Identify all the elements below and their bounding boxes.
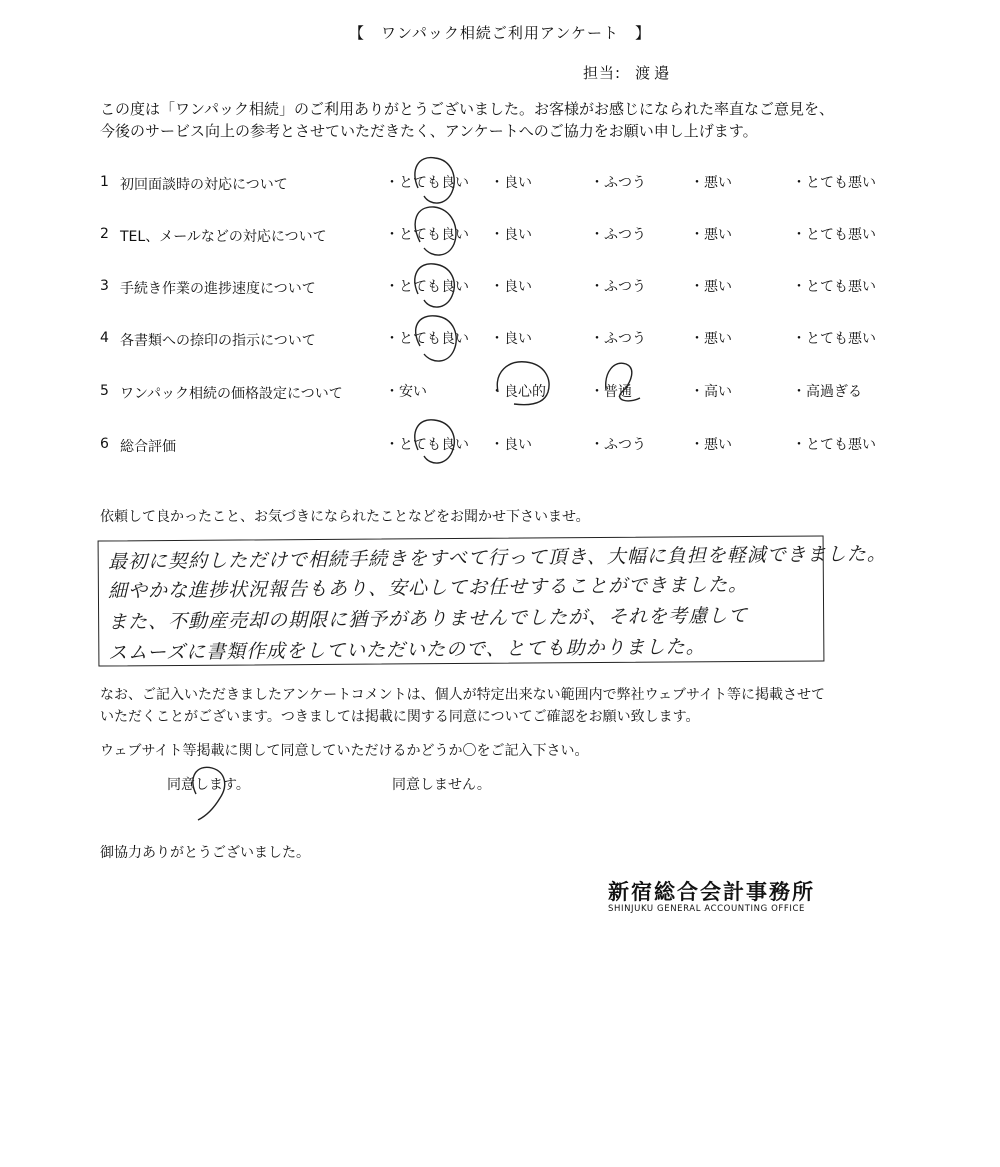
question-number: 4	[100, 330, 109, 346]
handwritten-comment-line-1: 最初に契約しただけで相続手続きをすべて行って頂き、大幅に負担を軽減できました。	[107, 542, 887, 574]
option-very-good[interactable]: ・とても良い	[385, 331, 469, 347]
option-reasonable[interactable]: ・良心的	[490, 384, 546, 400]
question-text: 初回面談時の対応について	[120, 177, 288, 193]
question-text: ワンパック相続の価格設定について	[120, 386, 343, 402]
option-good[interactable]: ・良い	[490, 331, 532, 347]
option-very-bad[interactable]: ・とても悪い	[792, 279, 876, 295]
option-good[interactable]: ・良い	[490, 279, 532, 295]
option-average[interactable]: ・ふつう	[590, 437, 646, 453]
option-very-good[interactable]: ・とても良い	[385, 279, 469, 295]
option-expensive[interactable]: ・高い	[690, 384, 732, 400]
option-good[interactable]: ・良い	[490, 175, 532, 191]
intro-line-1: この度は「ワンパック相続」のご利用ありがとうございました。お客様がお感じになられた率直なご意見を、	[100, 100, 834, 118]
question-number: 5	[100, 383, 109, 399]
handwritten-comment-line-4: スムーズに書類作成をしていただいたので、とても助かりました。	[107, 635, 706, 665]
handwritten-comment-line-3: また、不動産売却の期限に猶予がありませんでしたが、それを考慮して	[107, 604, 749, 634]
person-label: 担当:	[583, 64, 622, 82]
option-very-good[interactable]: ・とても良い	[385, 437, 469, 453]
option-average[interactable]: ・ふつう	[590, 331, 646, 347]
option-very-bad[interactable]: ・とても悪い	[792, 331, 876, 347]
option-bad[interactable]: ・悪い	[690, 331, 732, 347]
option-normal[interactable]: ・普通	[590, 384, 632, 400]
person-in-charge	[583, 62, 673, 83]
consent-agree-option[interactable]: 同意します。	[167, 777, 250, 793]
question-text: TEL、メールなどの対応について	[120, 229, 327, 245]
question-text: 各書類への捺印の指示について	[120, 333, 316, 349]
option-very-bad[interactable]: ・とても悪い	[792, 227, 876, 243]
question-number: 3	[100, 278, 109, 294]
option-bad[interactable]: ・悪い	[690, 227, 732, 243]
office-name: 新宿総合会計事務所	[608, 880, 815, 904]
option-average[interactable]: ・ふつう	[590, 175, 646, 191]
intro-line-2: 今後のサービス向上の参考とさせていただきたく、アンケートへのご協力をお願い申し上げます。	[100, 122, 758, 140]
question-number: 2	[100, 226, 109, 242]
handwritten-comment-line-2: 細やかな進捗状況報告もあり、安心してお任せすることができました。	[107, 573, 749, 603]
question-text: 手続き作業の進捗速度について	[120, 281, 316, 297]
option-average[interactable]: ・ふつう	[590, 227, 646, 243]
option-very-bad[interactable]: ・とても悪い	[792, 437, 876, 453]
question-number: 1	[100, 174, 109, 190]
office-name-english: SHINJUKU GENERAL ACCOUNTING OFFICE	[608, 904, 805, 914]
option-good[interactable]: ・良い	[490, 437, 532, 453]
question-number: 6	[100, 436, 109, 452]
consent-prompt: ウェブサイト等掲載に関して同意していただけるかどうか〇をご記入下さい。	[100, 743, 589, 759]
option-very-good[interactable]: ・とても良い	[385, 227, 469, 243]
notice-line-1: なお、ご記入いただきましたアンケートコメントは、個人が特定出来ない範囲内で弊社ウェブサイト等に掲載させて	[100, 687, 826, 703]
closing-message: 御協力ありがとうございました。	[100, 845, 310, 861]
option-bad[interactable]: ・悪い	[690, 279, 732, 295]
option-bad[interactable]: ・悪い	[690, 437, 732, 453]
comment-prompt: 依頼して良かったこと、お気づきになられたことなどをお聞かせ下さいませ。	[100, 509, 590, 525]
consent-disagree-option[interactable]: 同意しません。	[392, 777, 491, 793]
option-cheap[interactable]: ・安い	[385, 384, 427, 400]
notice-line-2: いただくことがございます。つきましては掲載に関する同意についてご確認をお願い致します。	[100, 709, 700, 725]
option-good[interactable]: ・良い	[490, 227, 532, 243]
option-too-expensive[interactable]: ・高過ぎる	[792, 384, 862, 400]
question-text: 総合評価	[120, 439, 176, 455]
option-very-bad[interactable]: ・とても悪い	[792, 175, 876, 191]
option-very-good[interactable]: ・とても良い	[385, 175, 469, 191]
option-bad[interactable]: ・悪い	[690, 175, 732, 191]
option-average[interactable]: ・ふつう	[590, 279, 646, 295]
person-name: 渡邉	[635, 64, 674, 82]
survey-title: 【 ワンパック相続ご利用アンケート 】	[348, 24, 652, 42]
